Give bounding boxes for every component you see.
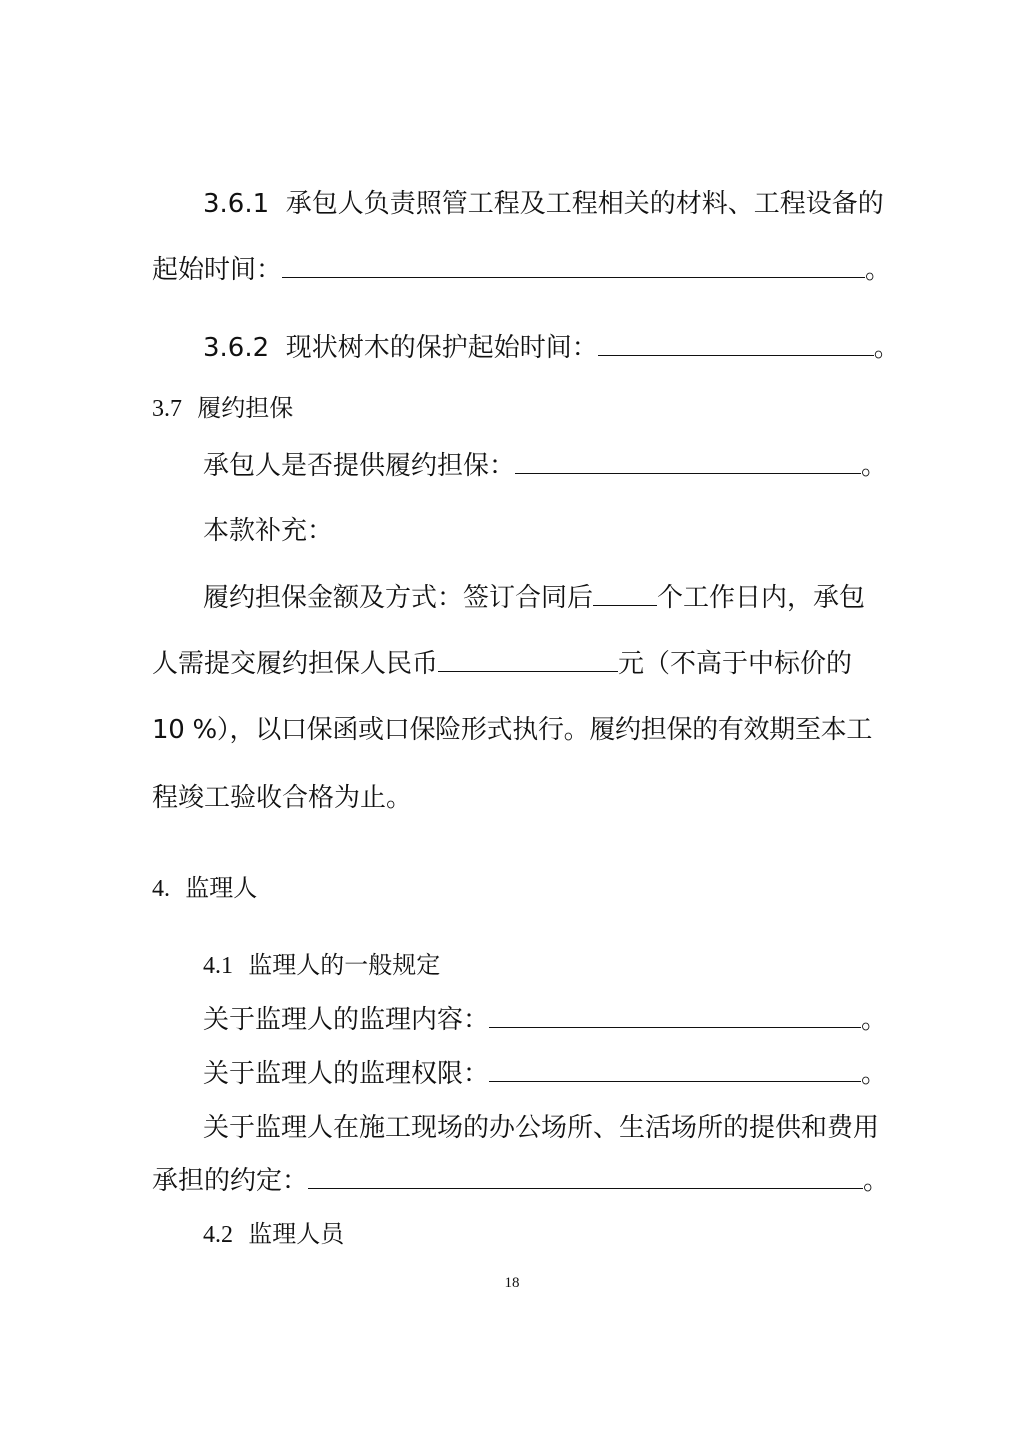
supplement-label: 本款补充： — [203, 516, 334, 546]
guarantee-para-line3: 10 %），以口保函或口保险形式执行。履约担保的有效期至本工 — [152, 715, 873, 745]
period: 。 — [861, 451, 888, 481]
section-title: 监理人的一般规定 — [248, 951, 441, 979]
section-heading-4-1 — [203, 947, 440, 984]
fill-in-blank[interactable] — [438, 647, 618, 672]
section-title: 监理人 — [185, 874, 258, 902]
clause-3-6-2 — [203, 330, 900, 366]
period: 。 — [865, 255, 892, 285]
guarantee-question — [203, 448, 887, 484]
fill-in-blank[interactable] — [308, 1164, 863, 1189]
field-label: 现状树木的保护起始时间： — [285, 333, 598, 363]
fill-in-blank[interactable] — [593, 581, 657, 606]
clause-3-6-1-line1 — [203, 186, 884, 222]
supervision-authority-field — [203, 1056, 887, 1092]
office-provision-line2 — [152, 1163, 889, 1199]
field-label: 承担的约定： — [152, 1166, 309, 1196]
office-provision-line1: 关于监理人在施工现场的办公场所、生活场所的提供和费用 — [203, 1113, 880, 1143]
period: 。 — [873, 333, 900, 363]
text-segment: 元（不高于中标价的 — [618, 649, 853, 679]
clause-3-6-1-line2 — [152, 252, 891, 288]
field-label: 关于监理人的监理内容： — [203, 1005, 490, 1035]
fill-in-blank[interactable] — [515, 449, 861, 474]
guarantee-para-line1 — [203, 580, 865, 616]
fill-in-blank[interactable] — [598, 331, 874, 356]
clause-text: 承包人负责照管工程及工程相关的材料、工程设备的 — [285, 189, 884, 219]
page-number: 18 — [504, 1275, 520, 1291]
text-segment: 个工作日内，承包 — [657, 583, 866, 613]
fill-in-blank[interactable] — [282, 253, 865, 278]
section-title: 监理人员 — [248, 1220, 345, 1248]
section-heading-4 — [152, 870, 257, 907]
supervision-content-field — [203, 1002, 887, 1038]
section-heading-3-7 — [152, 390, 293, 427]
guarantee-para-line4: 程竣工验收合格为止。 — [152, 783, 413, 813]
guarantee-para-line2 — [152, 646, 852, 682]
section-title: 履约担保 — [197, 394, 294, 422]
field-label: 承包人是否提供履约担保： — [203, 451, 516, 481]
section-number: 3.7 — [152, 396, 182, 422]
clause-number: 3.6.2 — [203, 333, 270, 363]
field-label: 起始时间： — [152, 255, 283, 285]
text-segment: 人需提交履约担保人民币 — [152, 649, 439, 679]
fill-in-blank[interactable] — [489, 1057, 861, 1082]
fill-in-blank[interactable] — [489, 1003, 861, 1028]
section-heading-4-2 — [203, 1216, 344, 1253]
section-number: 4.1 — [203, 953, 233, 979]
text-segment: 履约担保金额及方式：签订合同后 — [203, 583, 594, 613]
period: 。 — [861, 1005, 888, 1035]
period: 。 — [861, 1059, 888, 1089]
period: 。 — [863, 1166, 890, 1196]
field-label: 关于监理人的监理权限： — [203, 1059, 490, 1089]
section-number: 4.2 — [203, 1222, 233, 1248]
clause-number: 3.6.1 — [203, 189, 270, 219]
section-number: 4. — [152, 876, 170, 902]
